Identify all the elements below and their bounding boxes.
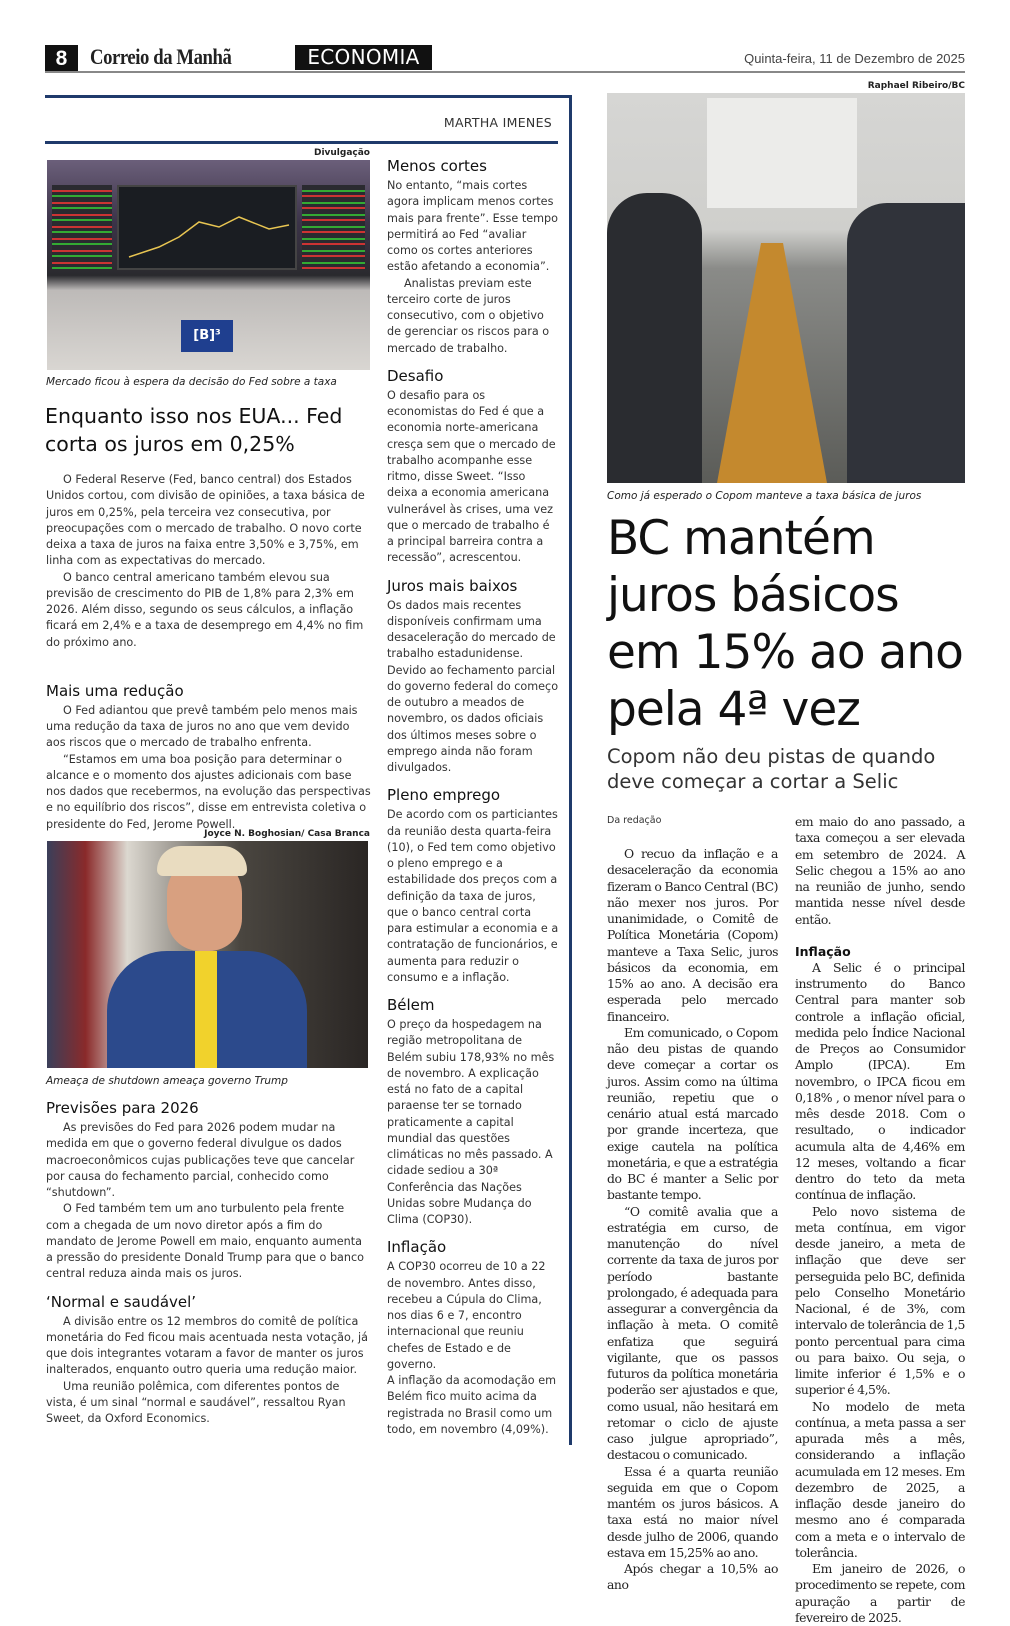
paragraph: Em comunicado, o Copom não deu pistas de quando deve começar a cortar os juros. Assim como na última reunião, repetiu que o cenário atual está marcado por grande incerteza, que exige cautela na política monetária, e que a estratégia do BC é manter a Selic por bastante tempo. (607, 1024, 778, 1203)
paragraph: Essa é a quarta reunião seguida em que o Copom mantém os juros básicos. A taxa está no maior nível desde julho de 2006, quando estava em 15,25% ao ano. (607, 1463, 778, 1560)
ticker-screen (117, 185, 297, 270)
paragraph: O recuo da inflação e a desaceleração da economia fizeram o Banco Central (BC) não mexer nos juros. Por unanimidade, o Comitê de Política Monetária (Copom) manteve a Taxa Selic, juros básicos da economia, em 15% ao ano. A decisão era esperada pelo mercado financeiro. (607, 846, 778, 1024)
photo-credit: Raphael Ribeiro/BC (867, 81, 965, 91)
subhead: Menos cortes (387, 157, 487, 175)
paragraph: “Estamos em uma boa posição para determinar o alcance e o momento dos ajustes adicionais com base nos dados que recebermos, na evolução das perspectivas e no equilíbrio dos riscos”, disse em entrevista coletiva o presidente do Fed, Jerome Powell. (46, 752, 371, 831)
subhead: Bélem (387, 996, 435, 1014)
bc-subtitle: Copom não deu pistas de quando deve começar a cortar a Selic (607, 745, 936, 793)
paragraph: A inflação da acomodação em Belém fico muito acima da registrada no Brasil como um todo, em novembro (4,09%). (387, 1374, 556, 1436)
paragraph: No modelo de meta contínua, a meta passa a ser apurada mês a mês, considerando a inflação acumulada em 12 meses. Em dezembro de 2025, a inflação desde janeiro do mesmo ano é comparada com a meta e o intervalo de tolerância. (795, 1398, 965, 1560)
fed-intro (46, 472, 371, 833)
paragraph: “O comitê avalia que a estratégia em curso, de manutenção do nível corrente da taxa de juros por período bastante prolongado, é adequada para assegurar a convergência da inflação à meta. O comitê enfatiza que seguirá vigilante, que os passos futuros da política monetária poderão ser ajustados e que, como usual, não hesitará em retomar o ciclo de ajuste caso julgue apropriado”, destacou o comunicado. (607, 1203, 778, 1463)
subhead: Inflação (795, 943, 851, 959)
b3-logo: [B]³ (181, 320, 233, 352)
fed-sections (46, 1087, 371, 1427)
photo-credit: Divulgação (313, 148, 370, 158)
paragraph: Pelo novo sistema de meta contínua, em vigor desde janeiro, a meta de inflação que deve ser perseguida pelo BC, definida pelo Conselho Monetário Nacional, é de 3%, com intervalo de tolerância de 1,5 ponto percentual para cima ou para baixo. Ou seja, o limite inferior é 1,5% e o superior é 4,5%. (795, 1203, 965, 1398)
byline: MARTHA IMENES (443, 115, 552, 130)
paragraph: As previsões do Fed para 2026 podem mudar na medida em que o governo federal divulgue os dados macroeconômicos cujas publicações teve que cancelar por causa do fechamento parcial, conhecido como “shutdown”. (46, 1121, 355, 1199)
photo-credit: Joyce N. Boghosian/ Casa Branca (204, 829, 370, 839)
paragraph: O banco central americano também elevou sua previsão de crescimento do PIB de 1,8% para 2,3% em 2026. Além disso, segundo os seus cálculos, a inflação ficará em 2,4% e a taxa de desemprego em 4,4% no fim do próximo ano. (46, 570, 364, 649)
projection-screen (707, 98, 857, 208)
issue-date: Quinta-feira, 11 de Dezembro de 2025 (744, 51, 965, 66)
paragraph: O preço da hospedagem na região metropolitana de Belém subiu 178,93% no mês de novembro. A explicação está no fato de a capital paraense ter se tornado praticamente a capital mundial das questões climáticas no mês passado. A cidade sediou a 30ª Conferência das Nações Unidas sobre Mudança do Clima (COP30). (387, 1018, 555, 1226)
trump-photo (47, 841, 368, 1068)
byline: Da redação (607, 815, 662, 826)
byline-rule (45, 141, 558, 144)
fed-middle-column (387, 145, 559, 1438)
masthead-logo: Correio da Manhã (90, 44, 232, 69)
conference-table (717, 243, 827, 483)
paragraph: O desafio para os economistas do Fed é que a economia norte-americana cresça sem que o mercado de trabalho acompanhe esse ritmo, disse Sweet. “Isso deixa a economia americana vulnerável às crises, uma vez que o mercado de trabalho é a principal barreira contra a recessão”, acrescentou. (387, 388, 556, 565)
subhead: Previsões para 2026 (46, 1099, 199, 1117)
bc-column-2 (795, 814, 965, 1626)
subhead: Juros mais baixos (387, 576, 518, 595)
paragraph: Analistas previam este terceiro corte de juros consecutivo, com o objetivo de gerenciar os riscos para o mercado de trabalho. (387, 276, 550, 355)
subhead: ‘Normal e saudável’ (46, 1292, 197, 1311)
stock-exchange-photo (47, 160, 370, 370)
subhead: Desafio (387, 366, 444, 385)
paragraph: No entanto, “mais cortes agora implicam menos cortes mais para frente”. Esse tempo permitirá ao Fed “avaliar como os cortes anteriores estão afetando a economia”. (387, 179, 558, 274)
page-number: 8 (45, 45, 78, 72)
paragraph: Em janeiro de 2026, o procedimento se repete, com apuração a partir de fevereiro de 2025. (795, 1561, 965, 1625)
bc-headline: BC mantém juros básicos em 15% ao ano pela 4ª vez (607, 511, 963, 737)
paragraph: De acordo com os particiantes da reunião desta quarta-feira (10), o Fed tem como objetivo o pleno emprego e a estabilidade dos preços com a definição da taxa de juros, que o banco central corta para estimular a economia e a contratação de funcionários, e aumenta para reduzir o consumo e a inflação. (387, 808, 559, 984)
subhead: Mais uma redução (46, 681, 184, 700)
header-rule (45, 71, 965, 73)
section-label: ECONOMIA (295, 45, 432, 70)
paragraph: Uma reunião polêmica, com diferentes pontos de vista, é um sinal “normal e saudável”, ressaltou Ryan Sweet, da Oxford Economics. (46, 1379, 346, 1425)
subhead: Inflação (387, 1238, 447, 1257)
fed-headline: Enquanto isso nos EUA... Fed corta os juros em 0,25% (45, 404, 343, 456)
subhead: Pleno emprego (387, 786, 501, 805)
paragraph: O Fed também tem um ano turbulento pela frente com a chegada de um novo diretor após a fim do mandato de Jerome Powell em maio, enquanto aumenta a pressão do presidente Donald Trump para que o banco central reduza ainda mais os juros. (46, 1202, 364, 1281)
paragraph: O Federal Reserve (Fed, banco central) dos Estados Unidos cortou, com divisão de opiniões, a taxa básica de juros em 0,25%, pela terceira vez consecutiva, por preocupações com o mercado de trabalho. O novo corte deixa a taxa de juros na faixa entre 3,50% e 3,75%, em linha com as expectativas do mercado. (46, 473, 365, 568)
photo-caption: Como já esperado o Copom manteve a taxa básica de juros (607, 490, 922, 502)
paragraph: Os dados mais recentes disponíveis confirmam uma desaceleração do mercado de trabalho estadunidense. Devido ao fechamento parcial do governo federal do começo de outubro a meados de novembro, os dados oficiais dos últimos meses sobre o emprego ainda não foram divulgados. (387, 598, 559, 774)
paragraph: em maio do ano passado, a taxa começou a ser elevada em setembro de 2024. A Selic chegou a 15% ao ano na reunião de junho, sendo mantida nesse nível desde então. (795, 814, 965, 927)
paragraph: O Fed adiantou que prevê também pelo menos mais uma redução da taxa de juros no ano que vem devido aos riscos que o mercado de trabalho enfrenta. (46, 703, 358, 750)
photo-caption: Ameaça de shutdown ameaça governo Trump (46, 1075, 288, 1087)
copom-meeting-photo (607, 93, 965, 483)
paragraph: Após chegar a 10,5% ao ano (607, 1561, 778, 1593)
market-line-icon (119, 187, 299, 272)
paragraph: A divisão entre os 12 membros do comitê de política monetária do Fed ficou mais acentuada nesta votação, já que dois integrantes votaram a favor de manter os juros inalterados, enquanto outro queria uma redução maior. (46, 1314, 368, 1377)
paragraph: A COP30 ocorreu de 10 a 22 de novembro. Antes disso, recebeu a Cúpula do Clima, nos dias 6 e 7, encontro internacional que reuniu chefes de Estado e de governo. (387, 1260, 546, 1371)
paragraph: A Selic é o principal instrumento do Banco Central para manter sob controle a inflação oficial, medida pelo Índice Nacional de Preços ao Consumidor Amplo (IPCA). Em novembro, o IPCA ficou em 0,18% , o menor nível para o mês desde 2018. Com o resultado, o indicador acumula alta de 4,46% em 12 meses, voltando a ficar dentro do teto da meta contínua de inflação. (795, 959, 965, 1203)
photo-caption: Mercado ficou à espera da decisão do Fed sobre a taxa (46, 376, 337, 388)
bc-column-1 (607, 846, 778, 1594)
